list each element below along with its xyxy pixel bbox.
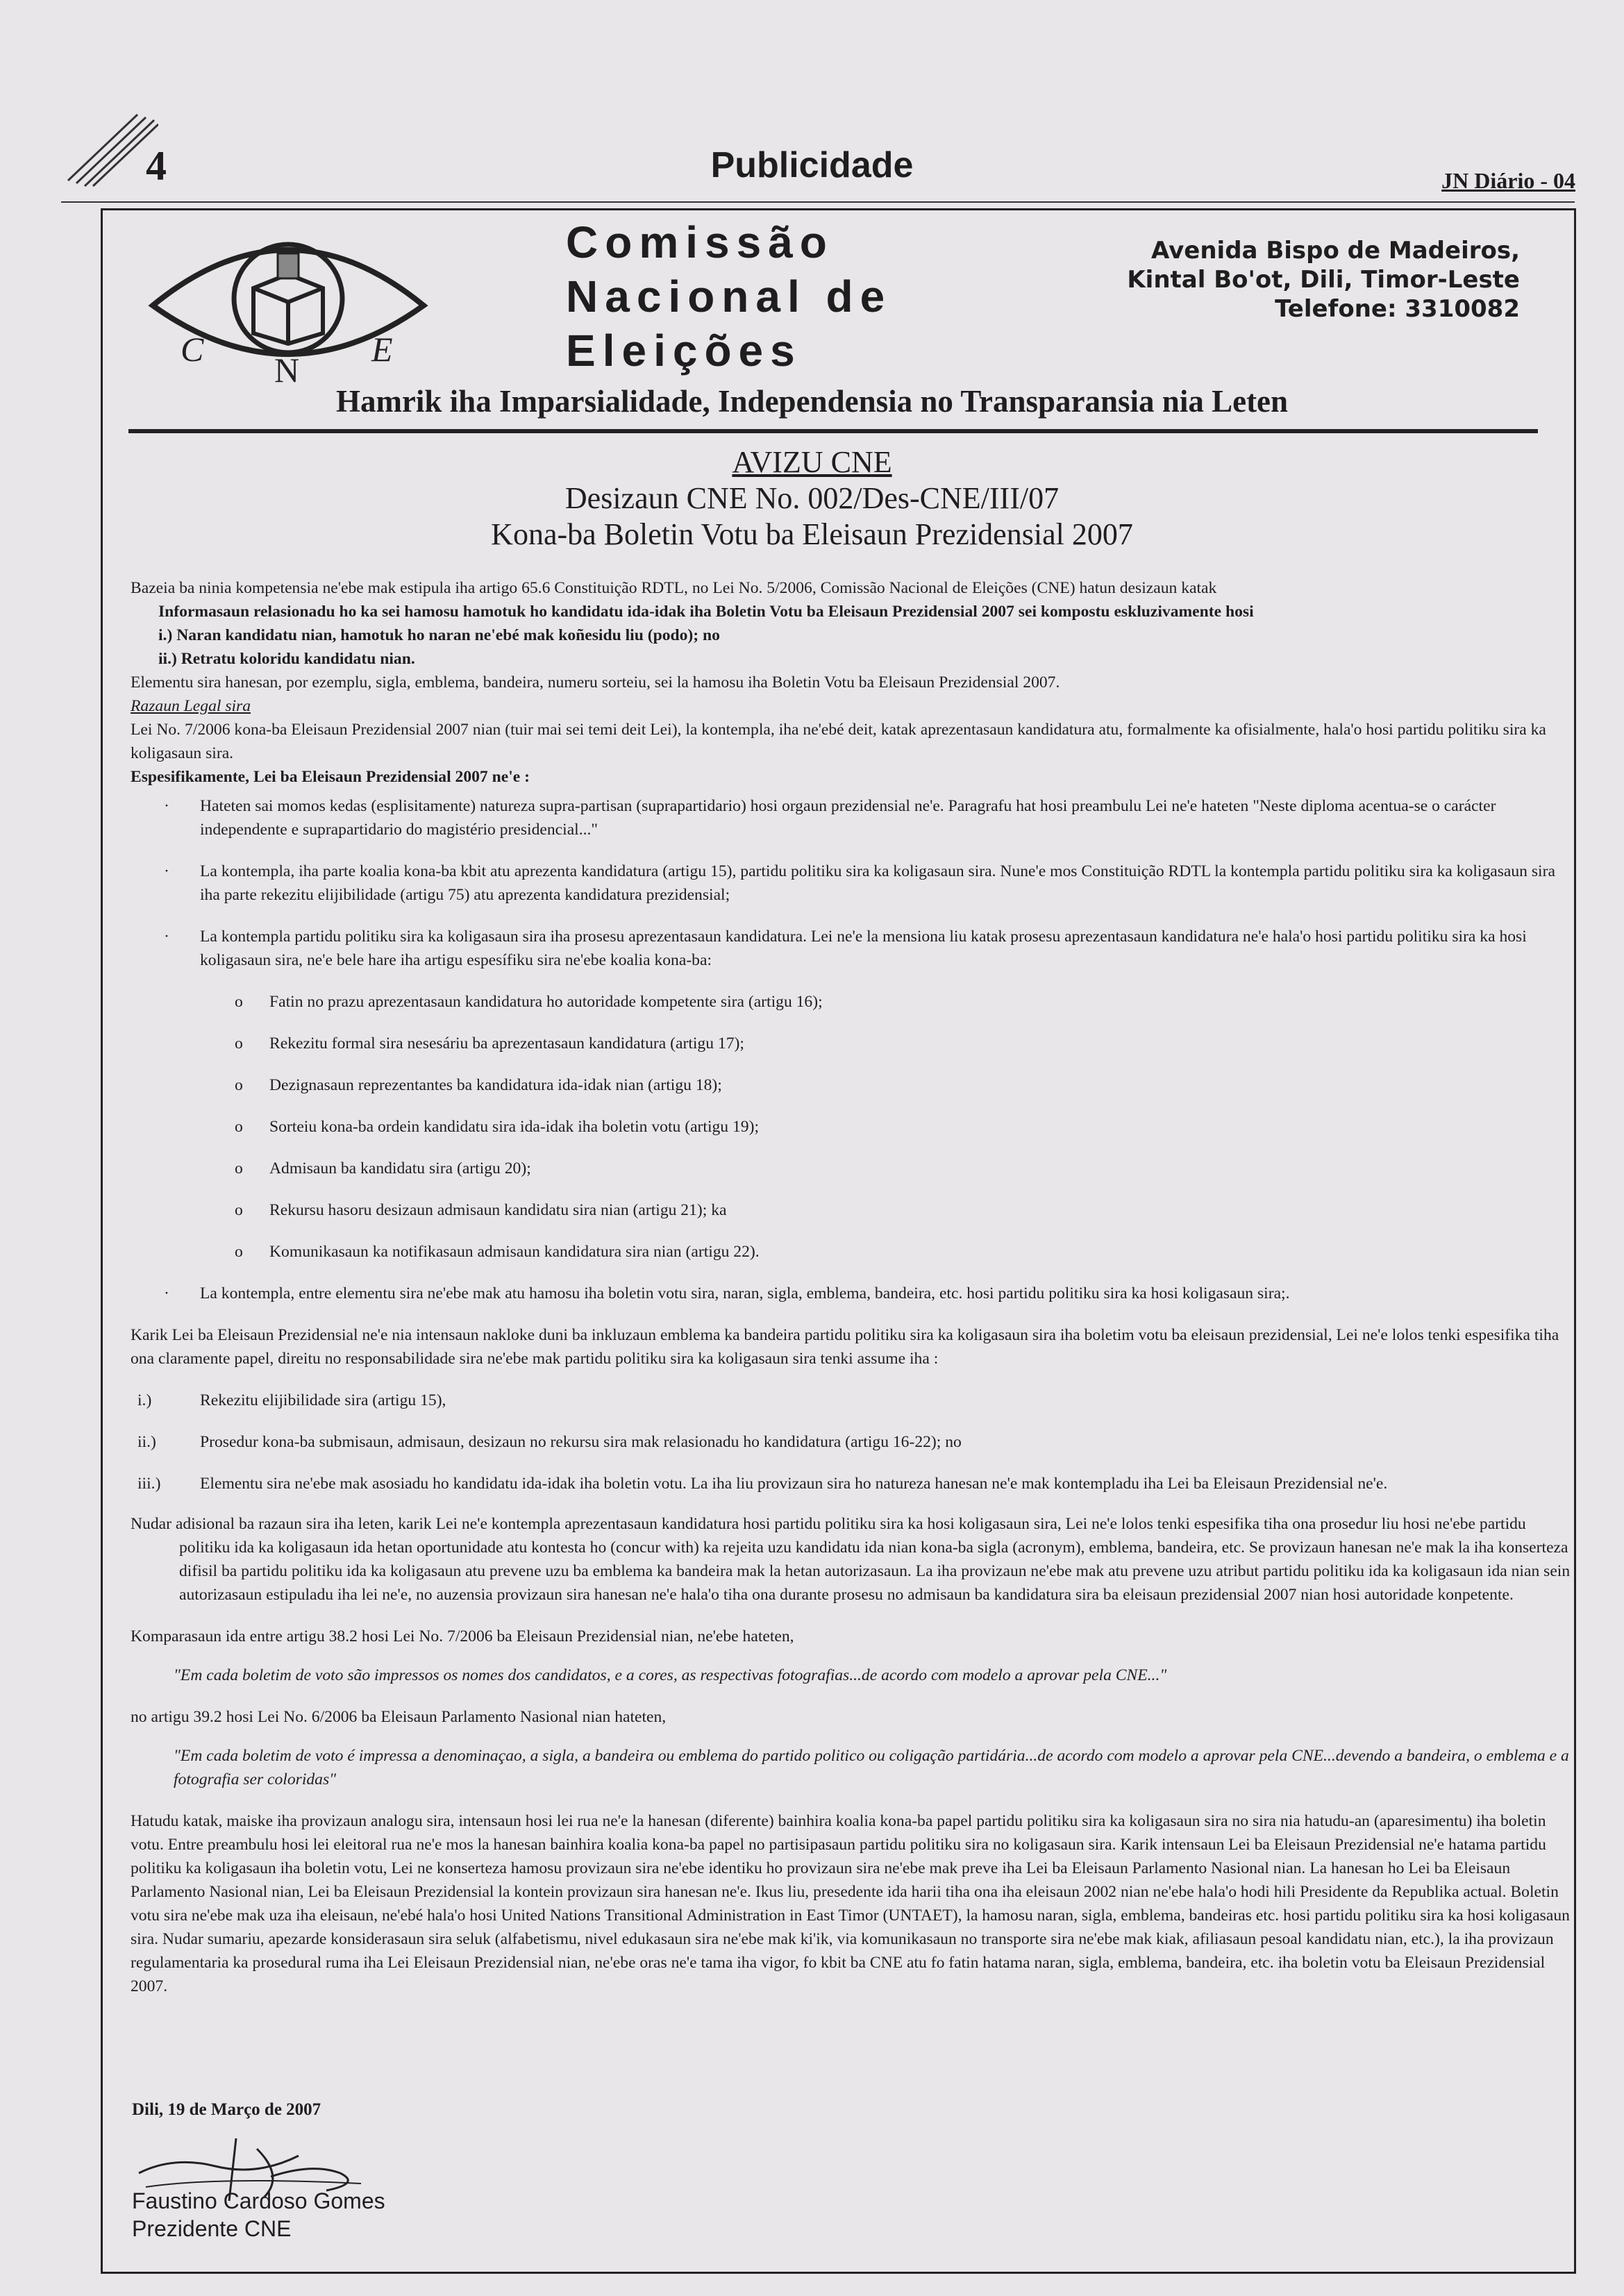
- roman-item-text: Elementu sira ne'ebe mak asosiadu ho kandidatu ida-idak iha boletin votu. La iha liu provizaun sira ho natureza hanesan ne'e mak kontempladu iha Lei ba Eleisaun Prezidensial ne'e.: [200, 1475, 1388, 1493]
- legal-heading: Razaun Legal sira: [131, 697, 251, 715]
- roman-list-item: [131, 1389, 1575, 1412]
- list-item: [131, 794, 1575, 841]
- karik-paragraph: Karik Lei ba Eleisaun Prezidensial ne'e nia intensaun nakloke duni ba inkluzaun emblema ka bandeira partidu politiku sira ka koligasaun sira iha boletim votu ba eleisaun prezidensial, Lei ne'e lolos tenki espesifika tiha ona claramente papel, direitu no responsabilidade sira ne'ebe mak partidu politiku sira ka koligasaun sira tenki assume iha :: [131, 1326, 1559, 1368]
- sub-list-item: [131, 1032, 1575, 1055]
- sub-list-item: [131, 1240, 1575, 1264]
- sub-item-text: Fatin no prazu aprezentasaun kandidatura ho autoridade kompetente sira (artigu 16);: [269, 993, 823, 1011]
- cne-eye-logo: [139, 215, 437, 396]
- bullet-marker: ·: [164, 797, 169, 815]
- org-name-line-1: Comissão: [566, 217, 834, 267]
- artigo39-paragraph: no artigu 39.2 hosi Lei No. 6/2006 ba Eleisaun Parlamento Nasional nian hateten,: [131, 1708, 667, 1726]
- roman-item-text: Prosedur kona-ba submisaun, admisaun, desizaun no rekursu sira mak relasionadu ho kandidatura (artigu 16-22); no: [200, 1433, 962, 1451]
- intro-paragraph: Bazeia ba ninia kompetensia ne'ebe mak estipula iha artigo 65.6 Constituição RDTL, no Lei No. 5/2006, Comissão Nacional de Eleições (CNE) hatun desizaun katak: [131, 579, 1217, 597]
- roman-marker: iii.): [137, 1475, 161, 1493]
- address-line-3: Telefone: 3310082: [1275, 295, 1520, 323]
- bullet-text: La kontempla partidu politiku sira ka koligasaun sira iha prosesu aprezentasaun kandidatura. Lei ne'e la mensiona liu katak prosesu aprezentasaun kandidatura ne'e hala'o hosi partidu politiku sira ka hosi koligasaun sira, ne'e bele hare iha artigu espesífiku sira ne'ebe koalia kona-ba:: [200, 928, 1527, 969]
- sub-marker: o: [235, 1243, 243, 1261]
- decision-number: Desizaun CNE No. 002/Des-CNE/III/07: [564, 481, 1060, 515]
- sub-list-item: [131, 1115, 1575, 1139]
- svg-text:E: E: [371, 330, 393, 369]
- roman-marker: i.): [137, 1391, 152, 1409]
- svg-text:C: C: [181, 330, 204, 369]
- issue-tag: JN Diário - 04: [1441, 168, 1575, 193]
- sub-marker: o: [235, 1159, 243, 1178]
- sub-marker: o: [235, 1118, 243, 1136]
- list-item: [131, 1282, 1575, 1305]
- sub-item-text: Sorteiu kona-ba ordein kandidatu sira ida-idak iha boletin votu (artigu 19);: [269, 1118, 760, 1136]
- hatudu-paragraph: Hatudu katak, maiske iha provizaun analogu sira, intensaun hosi lei rua ne'e la hanesan (diferente) bainhira koalia kona-ba papel partidu politiku sira ka koligasaun sira no sira nia hatudu-an (aparesimentu) iha boletin votu. Entre preambulu hosi lei eleitoral rua ne'e mos la hanesan bainhira koalia kona-ba papel no partisipasaun partidu politiku sira no koligasaun sira. Karik intensaun Lei ba Eleisaun Prezidensial ne'e hatama partidu politiku ka koligasaun iha boletin votu, Lei ne konserteza hamosu provizaun sira ne'ebe identiku ho provizaun sira ne'ebe mak preve iha Lei ba Eleisaun Parlamento Nasional nian. La hanesan ho Lei ba Eleisaun Parlamento Nasional nian, Lei ba Eleisaun Prezidensial la kontein provizaun sira hanesan ne'e. Ikus liu, presedente ida harii tiha ona iha eleisaun 2002 nian ne'ebe hala'o hodi hili Presidente da Republika actual. Boletin votu sira ne'ebe mak uza iha eleisaun, ne'ebé hala'o hosi United Nations Transitional Administration in East Timor (UNTAET), la hamosu naran, sigla, emblema, bandeiras etc. hosi partidu politiku sira ka hosi koligasaun sira. Nudar sumariu, apezarde konsiderasaun sira seluk (alfabetismu, nivel edukasaun sira ne'ebe mak ki'ik, via komunikasaun no transporte sira ne'ebe mak kiak, afiliasaun pesoal kandidatu nian, etc.), la iha provizaun regulamentaria ka prosedural ruma iha Lei Eleisaun Prezidensial nian, ne'ebe oras ne'e tama iha vigor, fo kbit ba CNE atu fo fatin hatama naran, sigla, emblema, bandeira, etc. iha boletin votu ba Eleisaun Prezidensial 2007.: [131, 1812, 1570, 1995]
- sub-list-item: [131, 1157, 1575, 1180]
- address-line-1: Avenida Bispo de Madeiros,: [1151, 237, 1520, 265]
- roman-item-text: Rekezitu elijibilidade sira (artigu 15),: [200, 1391, 446, 1409]
- sub-item-text: Rekezitu formal sira nesesáriu ba aprezentasaun kandidatura (artigu 17);: [269, 1034, 744, 1053]
- quote-parliament-law: "Em cada boletim de voto é impressa a denominaçao, a sigla, a bandeira ou emblema do partido politico ou coligação partidária...de acordo com modelo a aprovar pela CNE...devendo a bandeira, o emblema e a fotografia ser coloridas": [174, 1747, 1569, 1788]
- page-number: 4: [146, 143, 167, 189]
- sub-item-text: Komunikasaun ka notifikasaun admisaun kandidatura sira nian (artigu 22).: [269, 1243, 760, 1261]
- avizu-title: AVIZU CNE: [732, 445, 892, 479]
- bullet-marker: ·: [164, 1284, 169, 1302]
- sub-marker: o: [235, 1034, 243, 1053]
- nudar-paragraph: Nudar adisional ba razaun sira iha leten, karik Lei ne'e kontempla aprezentasaun kandidatura hosi partidu politiku sira ka hosi koligasaun sira, Lei ne'e lolos tenki espesifika tiha ona prosedur liu hosi ne'ebe partidu politiku ida ka koligasaun ida hetan oportunidade atu kontesta ho (concur with) ka rejeita uzu kandidatu ida nian kona-ba sigla (acronym), emblema, bandeira, etc. Se provizaun hanesan ne'e mak la iha konserteza difisil ba partidu politiku ida ka koligasaun atu prevene uzu ba emblema ka bandeira mak la hetan autorizasaun. La iha provizaun ne'ebe mak atu prevene uzu atribut partidu politiku ida ka koligasaun ida nian sein autorizasaun estipuladu iha lei ne'e, no auzensia provizaun sira hanesan ne'e hala'o tiha ona durante prosesu no admisaun ba kandidatura sira ba eleisaun prezidensial 2007 nian hosi autoridade konpetente.: [131, 1515, 1571, 1604]
- address-line-2: Kintal Bo'ot, Dili, Timor-Leste: [1127, 266, 1520, 294]
- sub-item-text: Admisaun ba kandidatu sira (artigu 20);: [269, 1159, 531, 1178]
- org-slogan: Hamrik iha Imparsialidade, Independensia no Transparansia nia Leten: [335, 384, 1289, 419]
- specific-heading: Espesifikamente, Lei ba Eleisaun Prezidensial 2007 ne'e :: [131, 768, 530, 786]
- notice-body: [131, 576, 1575, 1998]
- list-item: [131, 925, 1575, 972]
- list-item: [131, 860, 1575, 907]
- decision-subject: Kona-ba Boletin Votu ba Eleisaun Prezidensial 2007: [491, 517, 1133, 551]
- org-address: [1127, 236, 1520, 324]
- sub-marker: o: [235, 993, 243, 1011]
- bullet-marker: ·: [164, 928, 169, 946]
- sub-list-item: [131, 990, 1575, 1014]
- bullet-text: La kontempla, iha parte koalia kona-ba kbit atu aprezenta kandidatura (artigu 15), partidu politiku sira ka koligasaun sira. Nune'e mos Constituição RDTL la kontempla partidu politiku sira ka koligasaun sira iha parte rekezitu elijibilidade (artigu 75) atu aprezenta kandidatura prezidensial;: [200, 862, 1555, 904]
- section-title: Publicidade: [710, 145, 914, 185]
- org-name-line-3: Eleições: [566, 326, 802, 376]
- svg-text:N: N: [274, 351, 300, 389]
- quote-presidential-law: "Em cada boletim de voto são impressos os nomes dos candidatos, e a cores, as respectivas fotografias...de acordo com modelo a aprovar pela CNE...": [174, 1666, 1167, 1684]
- bullet-text: La kontempla, entre elementu sira ne'ebe mak atu hamosu iha boletin votu sira, naran, sigla, emblema, bandeira, etc. hosi partidu politiku sira ka hosi koligasaun sira;.: [200, 1284, 1290, 1302]
- divider: [128, 429, 1538, 433]
- signer-title: Prezidente CNE: [132, 2216, 292, 2241]
- roman-list-item: [131, 1430, 1575, 1454]
- bullet-marker: ·: [164, 862, 169, 880]
- comparasaun-paragraph: Komparasaun ida entre artigu 38.2 hosi Lei No. 7/2006 ba Eleisaun Prezidensial nian, ne'ebe hateten,: [131, 1627, 794, 1645]
- roman-list-item: [131, 1472, 1575, 1495]
- roman-marker: ii.): [137, 1433, 156, 1451]
- decision-item-ii: ii.) Retratu koloridu kandidatu nian.: [158, 650, 415, 668]
- decision-item-i: i.) Naran kandidatu nian, hamotuk ho naran ne'ebé mak koñesidu liu (podo); no: [158, 626, 720, 644]
- org-name: [566, 215, 891, 378]
- sub-list-item: [131, 1198, 1575, 1222]
- law-intro-paragraph: Lei No. 7/2006 kona-ba Eleisaun Prezidensial 2007 nian (tuir mai sei temi deit Lei), la kontempla, iha ne'ebé deit, katak aprezentasaun kandidatura atu, formalmente ka ofisialmente, hala'o hosi partidu politiku sira ka koligasaun sira.: [131, 721, 1546, 762]
- sub-marker: o: [235, 1076, 243, 1094]
- sub-item-text: Rekursu hasoru desizaun admisaun kandidatu sira nian (artigu 21); ka: [269, 1201, 727, 1219]
- bullet-text: Hateten sai momos kedas (esplisitamente) natureza supra-partisan (suprapartidario) hosi orgaun prezidensial ne'e. Paragrafu hat hosi preambulu Lei ne'e hateten "Neste diploma acentua-se o carácter independente e suprapartidario do magistério presidencial...": [200, 797, 1496, 839]
- signer-name: Faustino Cardoso Gomes: [132, 2188, 385, 2213]
- sub-marker: o: [235, 1201, 243, 1219]
- inform-paragraph: Informasaun relasionadu ho ka sei hamosu hamotuk ho kandidatu ida-idak iha Boletin Votu ba Eleisaun Prezidensial 2007 sei kompostu eskluzivamente hosi: [158, 603, 1254, 621]
- notice-titles: [0, 444, 1624, 553]
- org-name-line-2: Nacional de: [566, 271, 892, 321]
- notice-date: Dili, 19 de Março de 2007: [132, 2100, 321, 2119]
- sub-list-item: [131, 1073, 1575, 1097]
- elements-paragraph: Elementu sira hanesan, por ezemplu, sigla, emblema, bandeira, numeru sorteiu, sei la hamosu iha Boletin Votu ba Eleisaun Prezidensial 2007.: [131, 673, 1060, 692]
- sub-item-text: Dezignasaun reprezentantes ba kandidatura ida-idak nian (artigu 18);: [269, 1076, 722, 1094]
- signer: [132, 2187, 385, 2243]
